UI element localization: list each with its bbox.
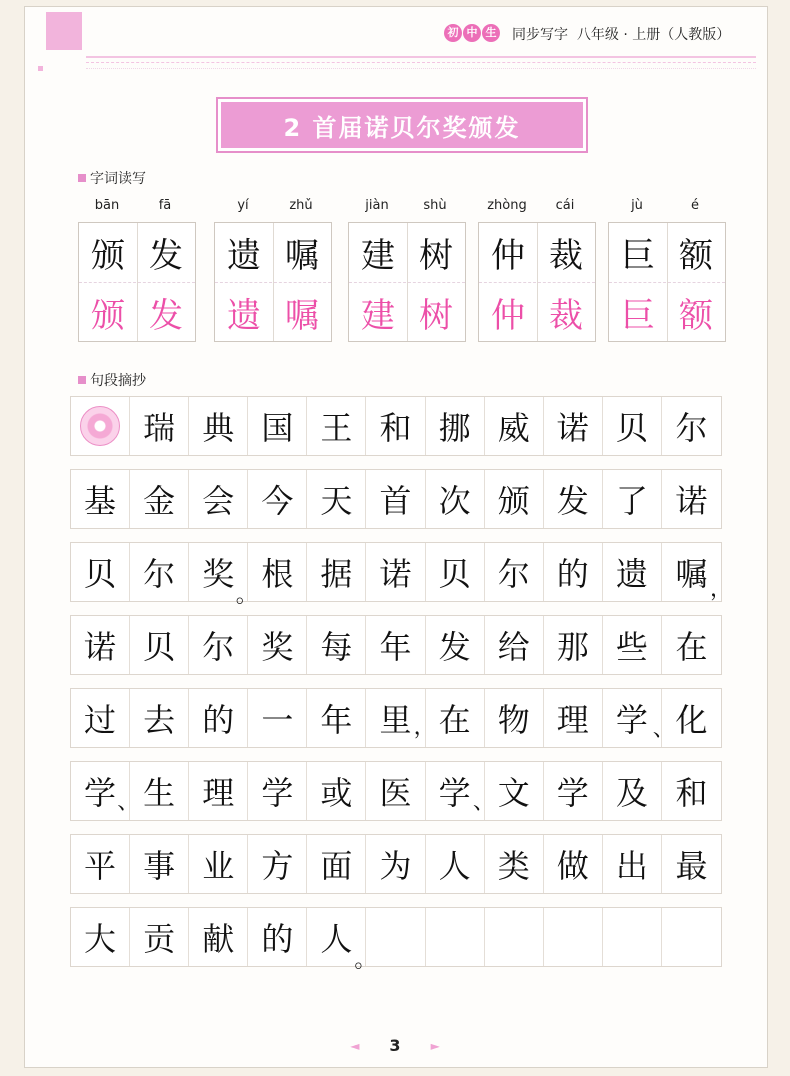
vocab-box xyxy=(478,222,596,342)
trace-char: 发 xyxy=(149,295,183,336)
passage-row xyxy=(70,834,722,894)
grid-cell: 事 xyxy=(130,835,189,893)
grid-cell: 里 xyxy=(366,689,425,747)
model-char: 裁 xyxy=(549,235,583,276)
grid-cell: 贝 xyxy=(426,543,485,601)
header-text xyxy=(512,24,730,44)
trace-char: 巨 xyxy=(621,295,655,336)
grid-cell: 年 xyxy=(366,616,425,674)
grid-cell: 据 xyxy=(307,543,366,601)
grid-cell: 尔 xyxy=(675,409,708,447)
grid-cell: 人 xyxy=(426,835,485,893)
grid-cell: 挪 xyxy=(426,397,485,455)
grid-cell: 尔 xyxy=(189,616,248,674)
pinyin: é xyxy=(691,198,699,213)
trace-char: 额 xyxy=(679,295,713,336)
grid-cell: 医 xyxy=(366,762,425,820)
prev-arrow-icon[interactable]: ◄ xyxy=(350,1038,360,1053)
grid-cell: 了 xyxy=(603,470,662,528)
grid-cell: 和 xyxy=(366,397,425,455)
grid-cell: 那 xyxy=(544,616,603,674)
pinyin: shù xyxy=(423,198,447,213)
grid-cell: 典 xyxy=(189,397,248,455)
grid-cell: 文 xyxy=(485,762,544,820)
grid-cell: 学 xyxy=(603,689,662,747)
grid-cell: 颁 xyxy=(485,470,544,528)
trace-char: 树 xyxy=(419,295,453,336)
passage-row xyxy=(70,907,722,967)
flower-icon xyxy=(80,406,120,446)
section-words xyxy=(78,168,146,188)
section-marker-icon xyxy=(78,376,86,384)
grid-cell: 诺 xyxy=(675,482,708,520)
grid-cell xyxy=(485,908,544,966)
model-char: 建 xyxy=(361,235,395,276)
grid-cell: 基 xyxy=(71,470,130,528)
grid-cell: 奖 xyxy=(189,543,248,601)
grid-cell: 的 xyxy=(189,689,248,747)
grid-cell: 为 xyxy=(366,835,425,893)
trace-char: 建 xyxy=(361,295,395,336)
header-rule xyxy=(86,56,756,58)
grid-cell: 威 xyxy=(485,397,544,455)
grid-cell: 根 xyxy=(248,543,307,601)
grid-cell: 学 xyxy=(544,762,603,820)
section-passage-label: 句段摘抄 xyxy=(90,373,146,389)
brand-char: 生 xyxy=(482,24,500,42)
punctuation-mark: 、 xyxy=(472,790,495,815)
grid-cell: 年 xyxy=(307,689,366,747)
model-char: 额 xyxy=(679,235,713,276)
header-rule-dashed xyxy=(86,62,756,63)
grid-cell: 理 xyxy=(189,762,248,820)
grid-cell: 发 xyxy=(544,470,603,528)
model-char: 发 xyxy=(149,235,183,276)
passage-row xyxy=(70,615,722,675)
grid-cell: 首 xyxy=(366,470,425,528)
model-char: 颁 xyxy=(91,235,125,276)
vocab-box xyxy=(608,222,726,342)
grid-cell: 业 xyxy=(189,835,248,893)
grid-cell: 些 xyxy=(603,616,662,674)
grid-cell: 去 xyxy=(130,689,189,747)
punctuation-mark: 。 xyxy=(354,948,377,973)
grid-cell: 或 xyxy=(307,762,366,820)
grid-cell: 的 xyxy=(544,543,603,601)
grid-cell: 在 xyxy=(426,689,485,747)
grid-cell: 物 xyxy=(485,689,544,747)
grid-cell: 学 xyxy=(248,762,307,820)
grid-cell xyxy=(71,397,130,455)
grid-cell xyxy=(603,908,662,966)
grid-cell: 做 xyxy=(544,835,603,893)
grid-cell: 人 xyxy=(307,908,366,966)
grid-cell: 诺 xyxy=(366,543,425,601)
pinyin: fā xyxy=(158,198,172,213)
pinyin: cái xyxy=(555,198,575,213)
grid-cell: 平 xyxy=(71,835,130,893)
trace-char: 嘱 xyxy=(285,295,319,336)
model-char: 巨 xyxy=(621,235,655,276)
passage-row xyxy=(70,396,722,456)
grid-cell: 贝 xyxy=(603,397,662,455)
header-color-block xyxy=(46,12,82,50)
grid-cell: 嘱 xyxy=(675,555,708,593)
grid-cell: 次 xyxy=(426,470,485,528)
section-marker-icon xyxy=(78,174,86,182)
grid-cell: 学 xyxy=(426,762,485,820)
grid-cell: 类 xyxy=(485,835,544,893)
grid-cell: 一 xyxy=(248,689,307,747)
grid-cell: 的 xyxy=(248,908,307,966)
grid-cell: 贡 xyxy=(130,908,189,966)
grid-cell xyxy=(544,908,603,966)
passage-row xyxy=(70,761,722,821)
pinyin: jiàn xyxy=(365,198,389,213)
grid-cell: 贝 xyxy=(71,543,130,601)
section-words-label: 字词读写 xyxy=(90,171,146,187)
grid-cell: 国 xyxy=(248,397,307,455)
grid-cell: 金 xyxy=(130,470,189,528)
section-passage xyxy=(78,370,146,390)
pinyin: zhǔ xyxy=(289,198,313,213)
grid-cell: 理 xyxy=(544,689,603,747)
grade-label: 八年级 · 上册（人教版） xyxy=(576,27,731,43)
grid-cell: 生 xyxy=(130,762,189,820)
grid-cell xyxy=(426,908,485,966)
grid-cell: 方 xyxy=(248,835,307,893)
passage-row xyxy=(70,542,722,602)
vocab-box xyxy=(214,222,332,342)
model-char: 遗 xyxy=(227,235,261,276)
trace-char: 裁 xyxy=(549,295,583,336)
page-footer xyxy=(0,1036,790,1055)
grid-cell: 化 xyxy=(675,701,708,739)
trace-char: 遗 xyxy=(227,295,261,336)
header-rule-dotted xyxy=(86,68,756,69)
grid-cell: 每 xyxy=(307,616,366,674)
model-char: 仲 xyxy=(491,235,525,276)
page-number: 3 xyxy=(389,1036,401,1055)
vocab-box xyxy=(78,222,196,342)
grid-cell: 贝 xyxy=(130,616,189,674)
header-dot xyxy=(38,66,43,71)
grid-cell: 会 xyxy=(189,470,248,528)
grid-cell: 遗 xyxy=(603,543,662,601)
grid-cell: 大 xyxy=(71,908,130,966)
brand-badge xyxy=(444,24,500,42)
punctuation-mark: 、 xyxy=(652,717,675,742)
grid-cell: 尔 xyxy=(130,543,189,601)
grid-cell: 给 xyxy=(485,616,544,674)
punctuation-mark: ， xyxy=(413,715,436,740)
grid-cell: 面 xyxy=(307,835,366,893)
vocab-box xyxy=(348,222,466,342)
grid-cell xyxy=(662,908,721,966)
grid-cell: 尔 xyxy=(485,543,544,601)
brand-char: 中 xyxy=(463,24,481,42)
grid-cell: 出 xyxy=(603,835,662,893)
grid-cell: 奖 xyxy=(248,616,307,674)
passage-row xyxy=(70,469,722,529)
lesson-title: 2 首届诺贝尔奖颁发 xyxy=(221,102,583,148)
next-arrow-icon[interactable]: ► xyxy=(430,1038,440,1053)
passage-row xyxy=(70,688,722,748)
grid-cell: 献 xyxy=(189,908,248,966)
pinyin: bān xyxy=(94,198,120,213)
grid-cell: 和 xyxy=(675,774,708,812)
brand-char: 初 xyxy=(444,24,462,42)
pinyin: zhòng xyxy=(487,198,527,213)
grid-cell: 天 xyxy=(307,470,366,528)
grid-cell: 瑞 xyxy=(130,397,189,455)
grid-cell: 过 xyxy=(71,689,130,747)
trace-char: 颁 xyxy=(91,295,125,336)
series-name: 同步写字 xyxy=(512,27,568,43)
grid-cell: 发 xyxy=(426,616,485,674)
model-char: 嘱 xyxy=(285,235,319,276)
pinyin: jù xyxy=(631,198,643,213)
grid-cell: 及 xyxy=(603,762,662,820)
pinyin: yí xyxy=(237,198,249,213)
punctuation-mark: 、 xyxy=(117,790,140,815)
punctuation-mark: 。 xyxy=(235,583,258,608)
lesson-title-frame xyxy=(216,97,588,153)
trace-char: 仲 xyxy=(491,295,525,336)
model-char: 树 xyxy=(419,235,453,276)
punctuation-mark: ， xyxy=(709,577,732,602)
grid-cell: 学 xyxy=(71,762,130,820)
grid-cell: 最 xyxy=(675,847,708,885)
grid-cell: 今 xyxy=(248,470,307,528)
grid-cell: 诺 xyxy=(71,616,130,674)
grid-cell: 在 xyxy=(675,628,708,666)
grid-cell: 诺 xyxy=(544,397,603,455)
grid-cell: 王 xyxy=(307,397,366,455)
